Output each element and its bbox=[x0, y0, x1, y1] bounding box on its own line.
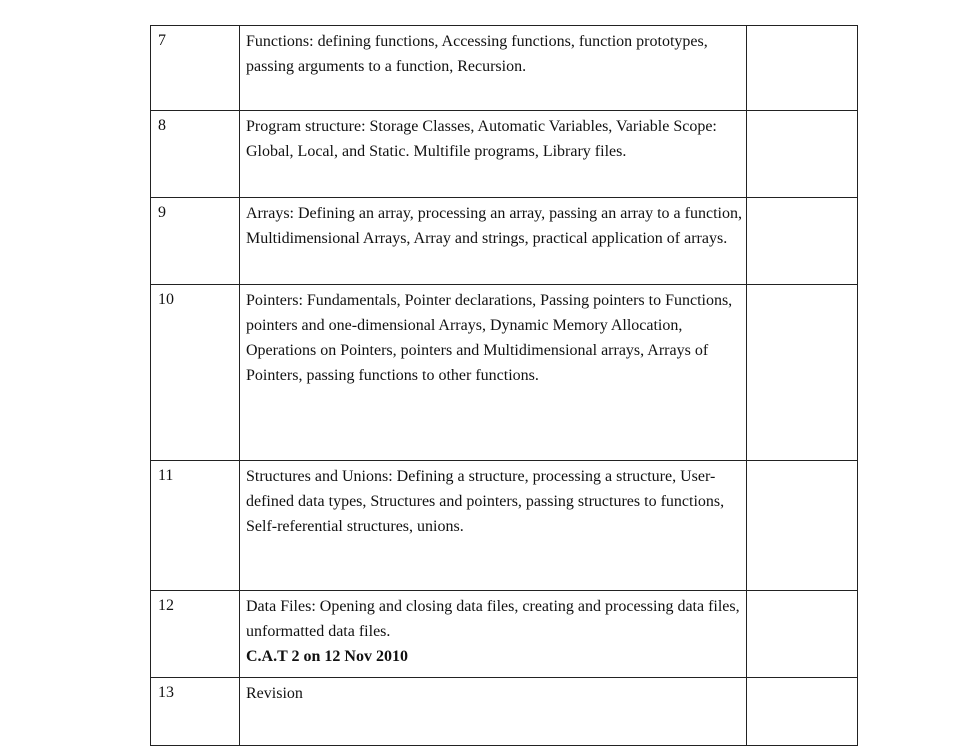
topic-cell bbox=[240, 111, 747, 198]
syllabus-table bbox=[150, 25, 858, 746]
topic-text: Arrays: Defining an array, processing an array, passing an array to a function, Multidimensional Arrays, Array and strings, practical application of arrays. bbox=[246, 205, 742, 247]
topic-text: Pointers: Fundamentals, Pointer declarations, Passing pointers to Functions, pointers and one-dimensional Arrays, Dynamic Memory Allocation, Operations on Pointers, pointers and Multidimensional arrays, Arrays of Pointers, passing functions to other functions. bbox=[246, 292, 733, 384]
topic-text: Functions: defining functions, Accessing functions, function prototypes, passing arguments to a function, Recursion. bbox=[246, 33, 708, 75]
topic-cell bbox=[240, 678, 747, 746]
table-row bbox=[151, 461, 858, 591]
week-number: 13 bbox=[151, 678, 240, 746]
empty-cell bbox=[747, 591, 858, 678]
empty-cell bbox=[747, 678, 858, 746]
topic-text: Structures and Unions: Defining a structure, processing a structure, User-defined data types, Structures and pointers, passing structures to functions, Self-referential structures, unions. bbox=[246, 468, 725, 535]
empty-cell bbox=[747, 26, 858, 111]
week-number: 9 bbox=[151, 198, 240, 285]
week-number: 12 bbox=[151, 591, 240, 678]
empty-cell bbox=[747, 461, 858, 591]
exam-note: C.A.T 2 on 12 Nov 2010 bbox=[246, 648, 408, 665]
table-row bbox=[151, 591, 858, 678]
empty-cell bbox=[747, 198, 858, 285]
topic-text: Revision bbox=[246, 685, 303, 702]
table-row bbox=[151, 198, 858, 285]
table-row bbox=[151, 678, 858, 746]
table-row bbox=[151, 111, 858, 198]
week-number: 8 bbox=[151, 111, 240, 198]
topic-cell bbox=[240, 461, 747, 591]
table-row bbox=[151, 285, 858, 461]
empty-cell bbox=[747, 111, 858, 198]
topic-cell bbox=[240, 26, 747, 111]
topic-text: Program structure: Storage Classes, Automatic Variables, Variable Scope: Global, Local, and Static. Multifile programs, Library files. bbox=[246, 118, 717, 160]
empty-cell bbox=[747, 285, 858, 461]
topic-text: Data Files: Opening and closing data files, creating and processing data files, unformatted data files. bbox=[246, 598, 740, 640]
topic-cell bbox=[240, 198, 747, 285]
topic-cell bbox=[240, 591, 747, 678]
week-number: 7 bbox=[151, 26, 240, 111]
week-number: 11 bbox=[151, 461, 240, 591]
week-number: 10 bbox=[151, 285, 240, 461]
table-row bbox=[151, 26, 858, 111]
topic-cell bbox=[240, 285, 747, 461]
